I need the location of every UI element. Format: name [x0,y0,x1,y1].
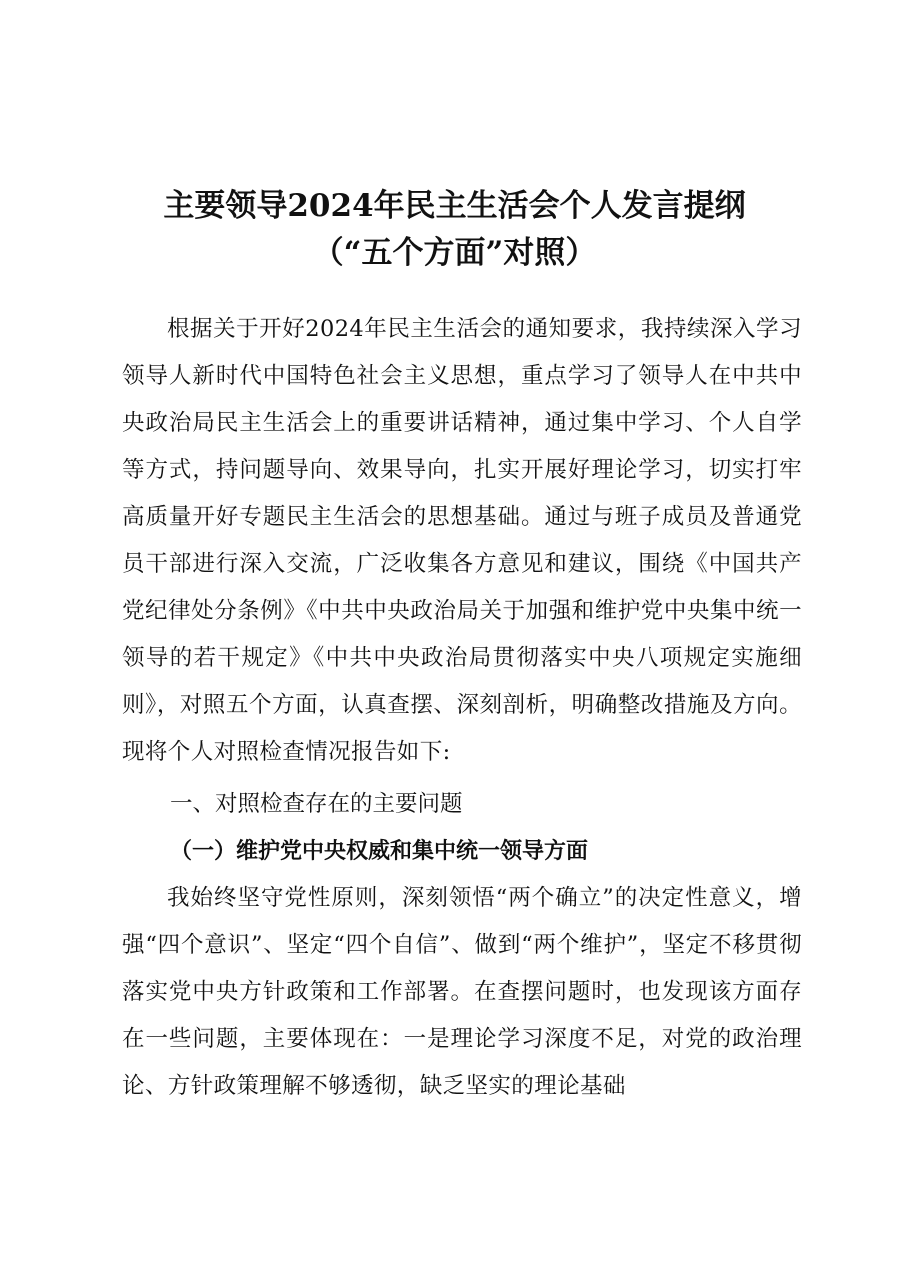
subsection-heading: （一）维护党中央权威和集中统一领导方面 [170,838,589,864]
document-title-line-2: （“五个方面”对照） [312,235,597,271]
intro-paragraph: 根据关于开好2024年民主生活会的通知要求，我持续深入学习领导人新时代中国特色社会主义思想，重点学习了领导人在中共中央政治局民主生活会上的重要讲话精神，通过集中学习、个人自学等方式，持问题导向、效果导向，扎实开展好理论学习，切实打牢高质量开好专题民主生活会的思想基础。通过与班子成员及普通党员干部进行深入交流，广泛收集各方意见和建议，围绕《中国共产党纪律处分条例》《中共中央政治局关于加强和维护党中央集中统一领导的若干规定》《中共中央政治局贯彻落实中央八项规定实施细则》，对照五个方面，认真查摆、深刻剖析，明确整改措施及方向。现将个人对照检查情况报告如下: [122,316,802,765]
section-paragraph: 我始终坚守党性原则，深刻领悟“两个确立”的决定性意义，增强“四个意识”、坚定“四个自信”、做到“两个维护”，坚定不移贯彻落实党中央方针政策和工作部署。在查摆问题时，也发现该方面存在一些问题，主要体现在：一是理论学习深度不足，对党的政治理论、方针政策理解不够透彻，缺乏坚实的理论基础 [122,885,802,1099]
section-heading: 一、对照检查存在的主要问题 [170,791,463,817]
document-title-line-1: 主要领导2024年民主生活会个人发言提纲 [163,188,746,224]
